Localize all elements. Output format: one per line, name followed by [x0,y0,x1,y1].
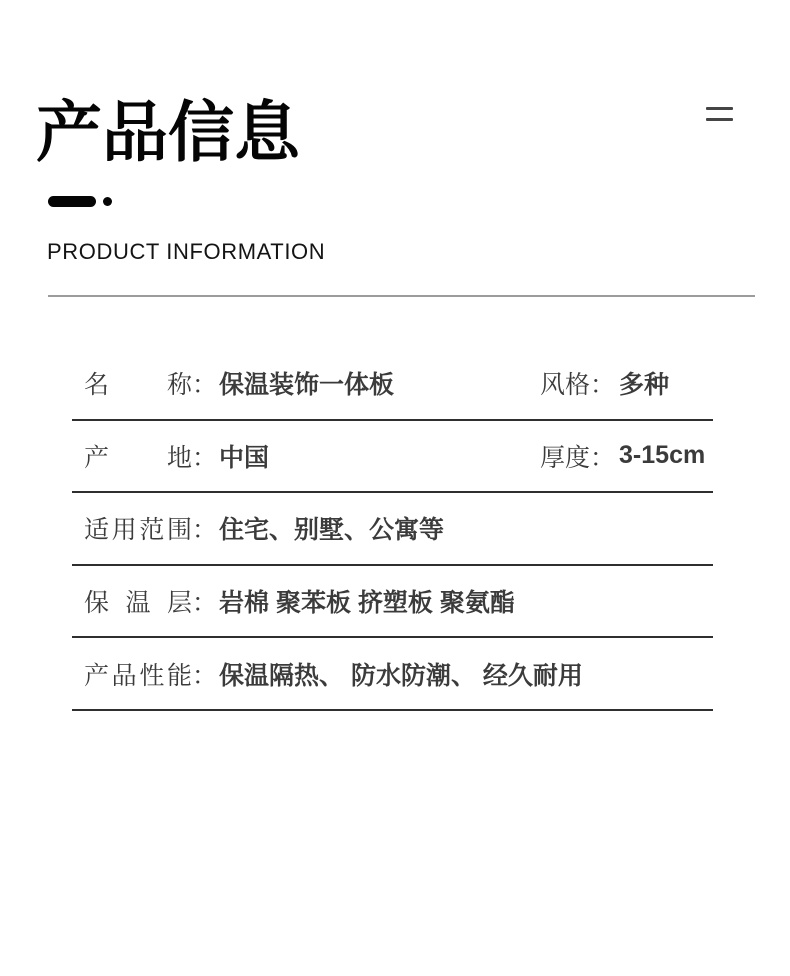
row-label: 产地 [84,443,192,472]
table-row-scope [72,493,713,566]
row-colon: ： [590,443,616,472]
cell-name [72,365,394,401]
row-colon: ： [192,516,218,545]
table-row-name [72,348,713,421]
row-label: 保温层 [84,589,192,618]
row-value: 保温装饰一体板 [219,371,395,400]
equals-icon-bar-bottom [706,118,733,121]
row-colon: ： [192,661,218,690]
row-value: 中国 [219,443,270,472]
row-colon: ： [192,443,218,472]
cell-insulation-layer [72,583,515,619]
cell-scope [72,510,444,546]
title-accent-dot [103,197,112,206]
equals-icon[interactable] [706,107,734,125]
table-row-performance [72,638,713,711]
title-accent-bar [48,196,96,207]
cell-style [540,348,669,419]
row-label: 名称 [84,371,192,400]
row-value: 3-15cm [619,441,706,470]
row-value: 岩棉 聚苯板 挤塑板 聚氨酯 [219,589,515,618]
table-row-origin [72,421,713,494]
row-label: 厚度 [540,443,591,472]
page-title: 产品信息 [36,95,300,169]
row-label: 适用范围 [84,516,192,545]
equals-icon-bar-top [706,107,733,110]
section-divider [48,295,755,297]
spec-table [72,348,713,711]
table-row-insulation-layer [72,566,713,639]
row-label: 风格 [540,371,591,400]
cell-thickness [540,421,705,492]
row-colon: ： [192,371,218,400]
page-subtitle: PRODUCT INFORMATION [47,239,326,264]
row-value: 住宅、别墅、公寓等 [219,516,445,545]
cell-origin [72,438,269,474]
row-label: 产品性能 [84,661,192,690]
row-value: 保温隔热、 防水防潮、 经久耐用 [219,661,583,690]
row-colon: ： [192,589,218,618]
cell-performance [72,656,583,692]
row-colon: ： [590,371,616,400]
row-value: 多种 [619,371,670,400]
